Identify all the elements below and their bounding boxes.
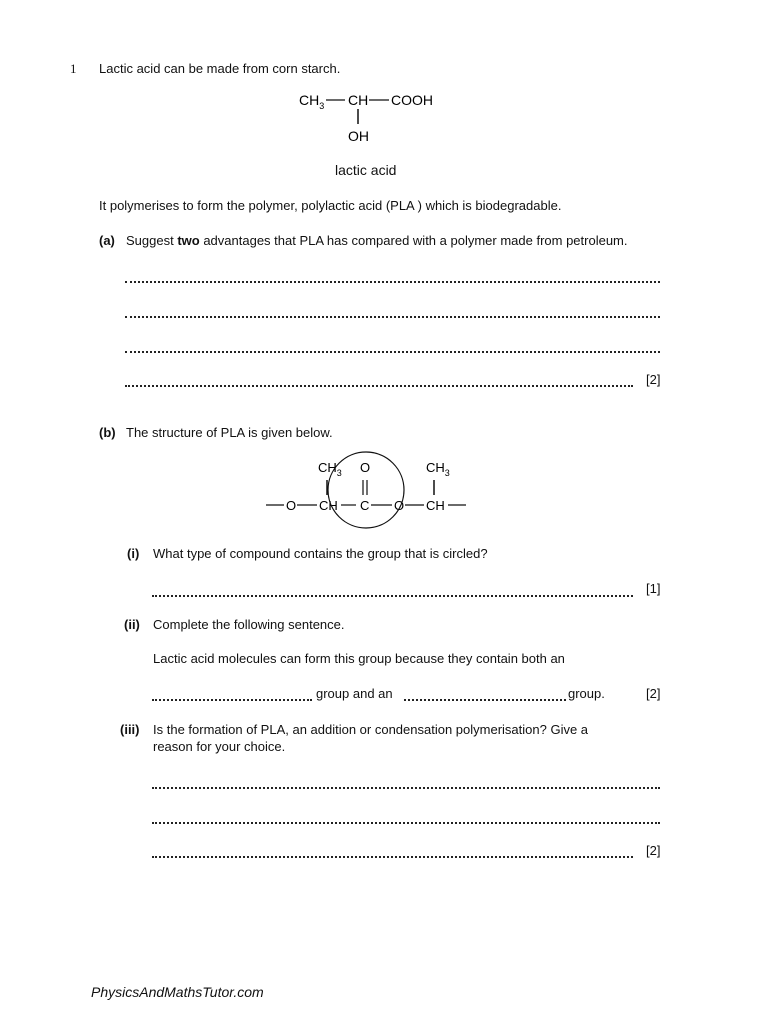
part-a-text-after: advantages that PLA has compared with a polymer made from petroleum. xyxy=(199,233,628,248)
lactic-ch3-label: $CH_3$ xyxy=(299,92,325,111)
pla-structure xyxy=(260,450,475,530)
pla-ch3-right: $CH_3$ xyxy=(426,460,450,478)
pla-o-top: O xyxy=(360,460,371,475)
sub-ii-fill-mid: group and an xyxy=(316,686,393,701)
pla-c-center: C xyxy=(360,498,370,513)
answer-line-a3[interactable] xyxy=(125,351,660,353)
sub-iii-marks: [2] xyxy=(646,843,661,858)
part-a-text-bold: two xyxy=(177,233,200,248)
lactic-cooh-label: COOH xyxy=(391,92,433,108)
lactic-oh-label: OH xyxy=(348,128,369,144)
answer-line-b-ii-2[interactable] xyxy=(404,699,566,701)
footer-site-name: PhysicsAndMathsTutor.com xyxy=(91,984,264,1000)
part-a-label: (a) xyxy=(99,233,115,248)
sub-ii-text: Complete the following sentence. xyxy=(153,617,345,632)
part-a-marks: [2] xyxy=(646,372,661,387)
lactic-ch-label: CH xyxy=(348,92,369,108)
pla-ch3-left: $CH_3$ xyxy=(318,460,342,478)
sub-ii-fill-end: group. xyxy=(568,686,605,701)
part-a-text-before: Suggest xyxy=(126,233,178,248)
question-number: 1 xyxy=(70,61,77,76)
answer-line-a2[interactable] xyxy=(125,316,660,318)
question-intro: Lactic acid can be made from corn starch. xyxy=(99,61,341,76)
sub-ii-marks: [2] xyxy=(646,686,661,701)
sub-i-marks: [1] xyxy=(646,581,661,596)
lactic-acid-structure xyxy=(295,88,445,148)
sub-i-label: (i) xyxy=(127,546,140,561)
sub-iii-text-line2: reason for your choice. xyxy=(153,739,286,754)
lactic-acid-caption: lactic acid xyxy=(335,162,397,178)
polymer-intro-text: It polymerises to form the polymer, polylactic acid (PLA ) which is biodegradable. xyxy=(99,198,562,213)
pla-ch-right: CH xyxy=(426,498,445,513)
pla-o-right: O xyxy=(394,498,405,513)
sub-iii-label: (iii) xyxy=(120,722,140,737)
pla-ch-left: CH xyxy=(319,498,338,513)
part-b-text: The structure of PLA is given below. xyxy=(126,425,333,440)
answer-line-b-ii-1[interactable] xyxy=(152,699,312,701)
sub-iii-text-line1: Is the formation of PLA, an addition or condensation polymerisation? Give a xyxy=(153,722,589,737)
part-b-label: (b) xyxy=(99,425,116,440)
answer-line-b-iii-2[interactable] xyxy=(152,822,660,824)
answer-line-a4[interactable] xyxy=(125,385,633,387)
sub-ii-label: (ii) xyxy=(124,617,140,632)
answer-line-b-iii-3[interactable] xyxy=(152,856,633,858)
sub-i-text: What type of compound contains the group that is circled? xyxy=(153,546,488,561)
answer-line-b-i[interactable] xyxy=(152,595,633,597)
pla-o-left: O xyxy=(286,498,297,513)
part-a-question xyxy=(126,233,628,248)
answer-line-b-iii-1[interactable] xyxy=(152,787,660,789)
answer-line-a1[interactable] xyxy=(125,281,660,283)
sub-ii-sentence: Lactic acid molecules can form this group because they contain both an xyxy=(153,651,565,666)
